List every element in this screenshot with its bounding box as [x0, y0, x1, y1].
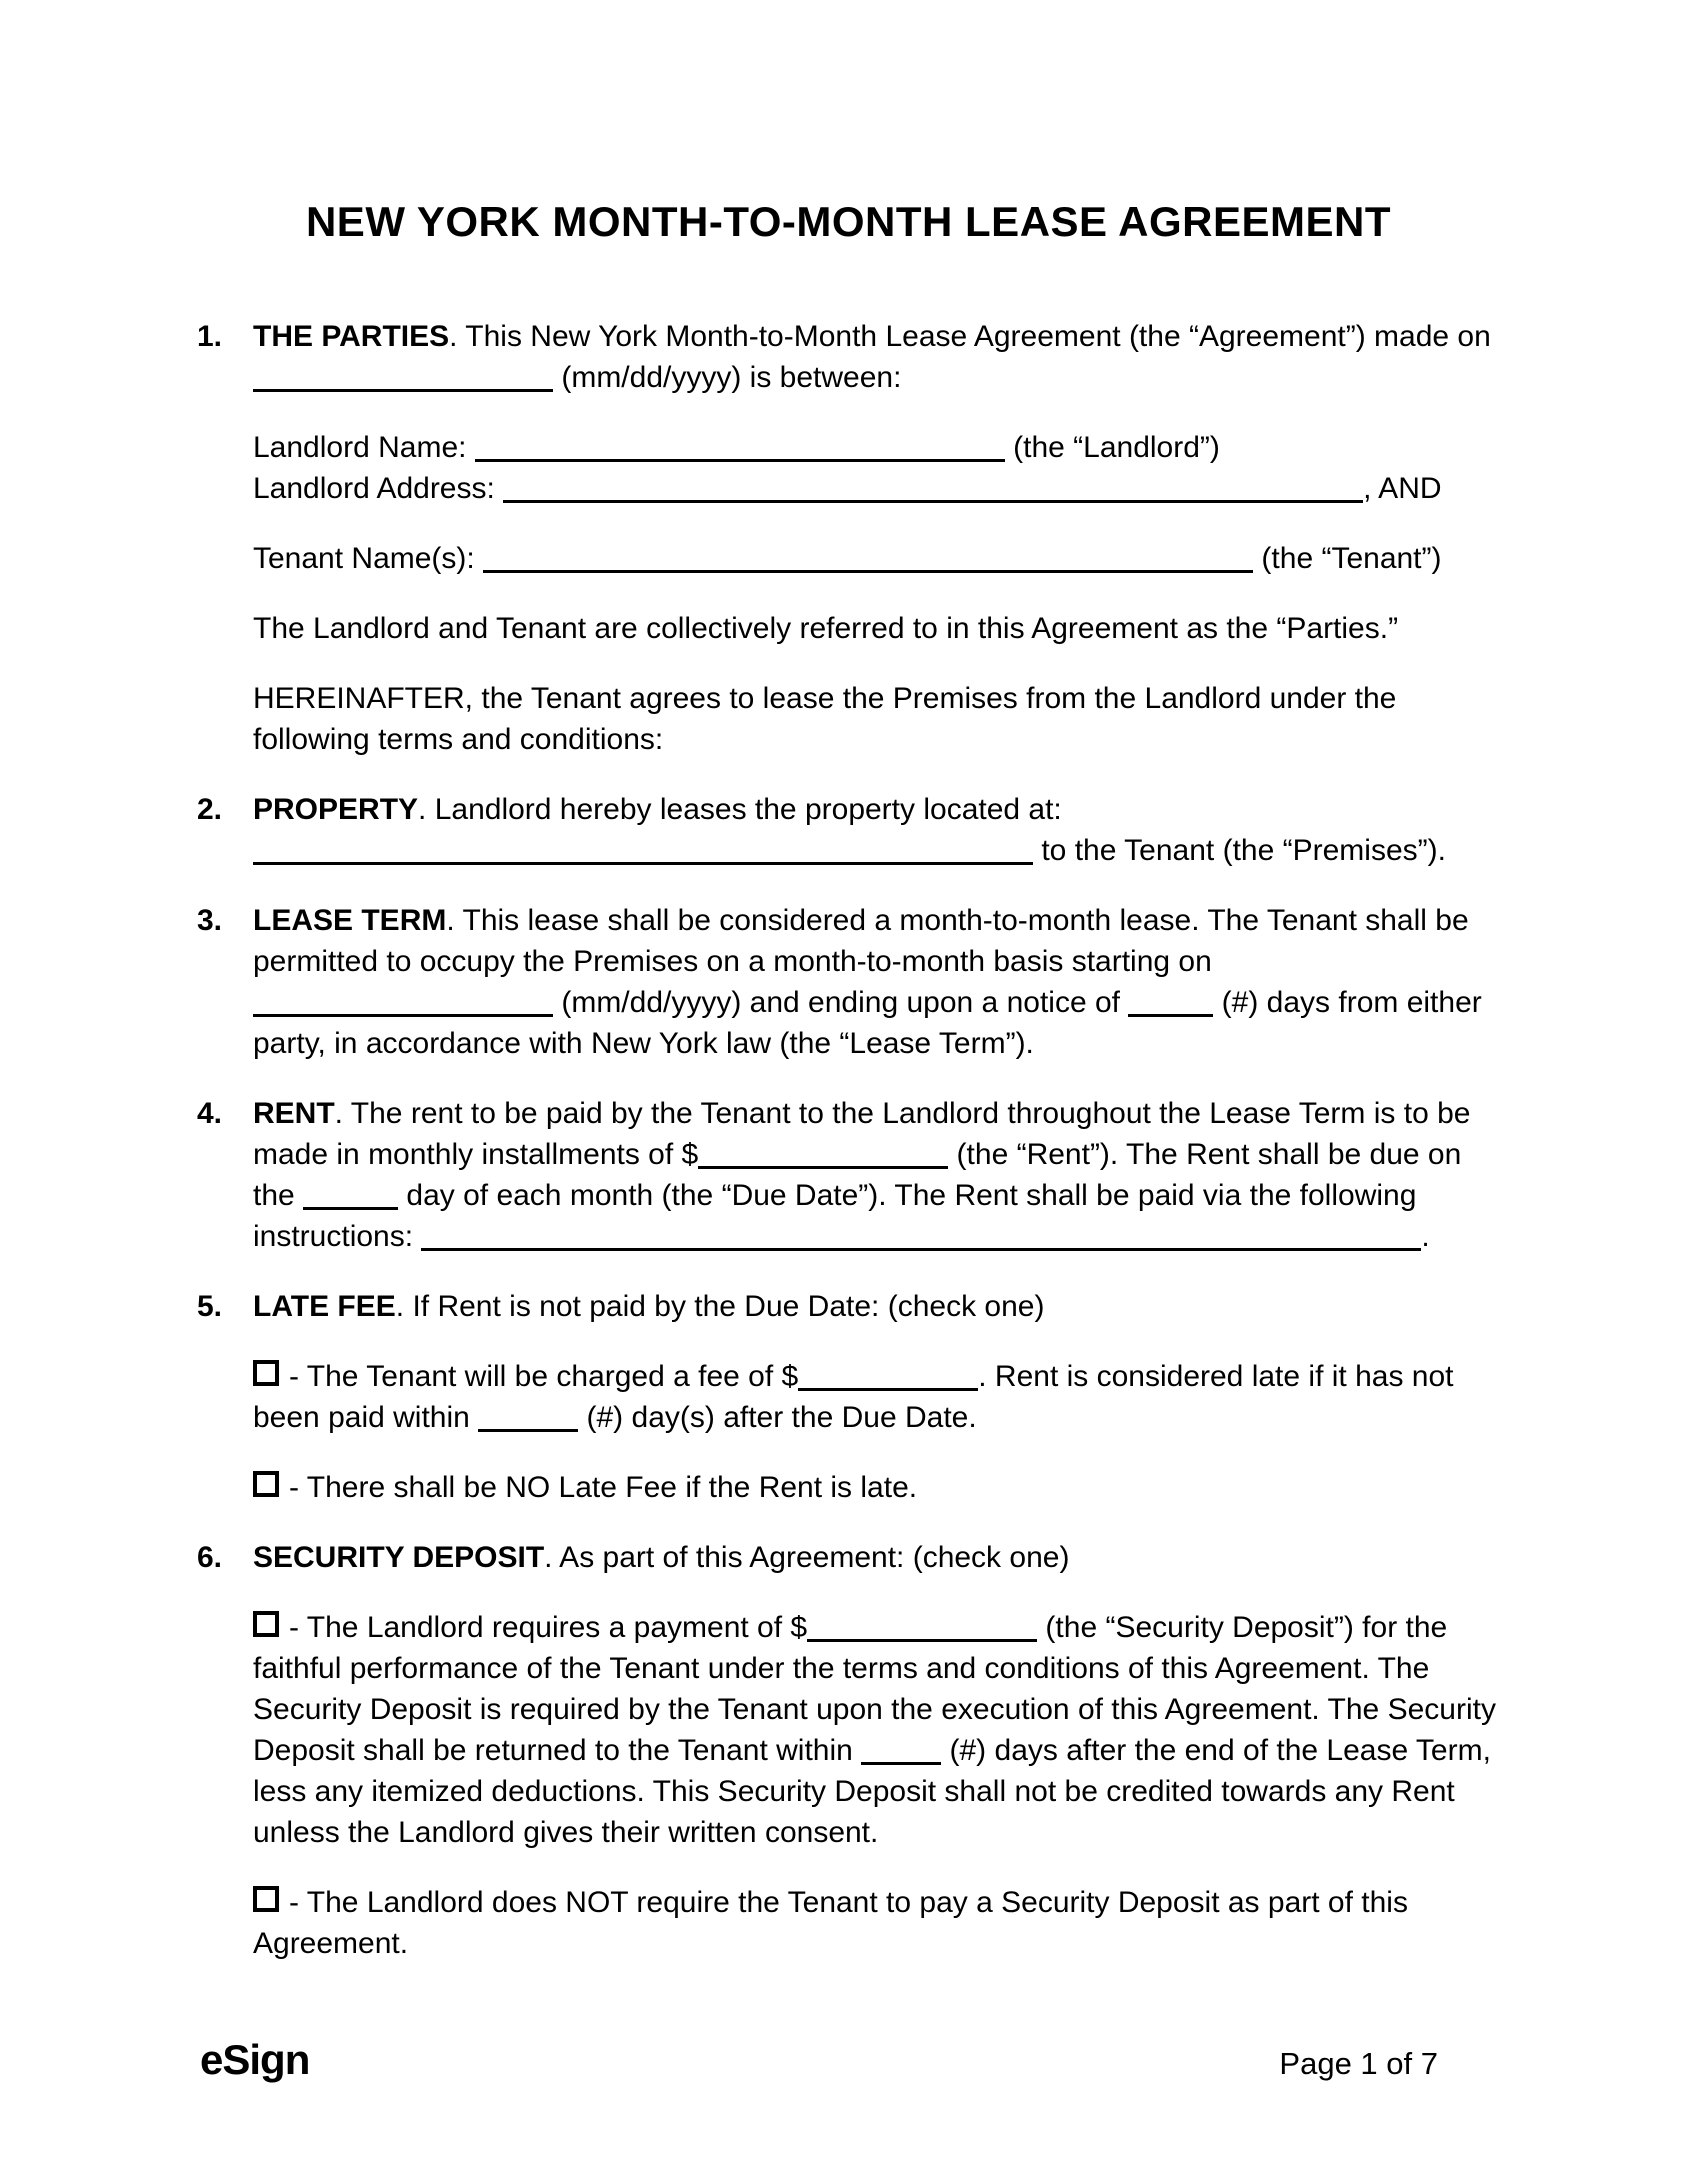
- fill-in-blank[interactable]: [253, 380, 553, 392]
- section-number: 3.: [197, 904, 223, 937]
- paragraph: RENT. The rent to be paid by the Tenant to the Landlord throughout the Lease Term is to be made in monthly installments of $ (the “Rent”). The Rent shall be due on the day of each month (the “Due Date”). The Rent shall be paid via the following instructions: .: [253, 1097, 1471, 1253]
- fill-in-blank[interactable]: [698, 1157, 948, 1169]
- checkbox[interactable]: [253, 1471, 279, 1497]
- section-number: 2.: [197, 793, 223, 826]
- section-paragraphs: [253, 1093, 1500, 1286]
- checkbox[interactable]: [253, 1360, 279, 1386]
- section-lease-term: [197, 900, 1500, 1093]
- esign-logo: eSign: [200, 2036, 310, 2083]
- paragraph: SECURITY DEPOSIT. As part of this Agreement: (check one): [253, 1541, 1070, 1574]
- section-the-parties: [197, 316, 1500, 789]
- checkbox[interactable]: [253, 1886, 279, 1912]
- fill-in-blank[interactable]: [1128, 1005, 1213, 1017]
- paragraph: Tenant Name(s): (the “Tenant”): [253, 542, 1442, 575]
- fill-in-blank[interactable]: [421, 1239, 1421, 1251]
- paragraph: LEASE TERM. This lease shall be considered a month-to-month lease. The Tenant shall be permitted to occupy the Premises on a month-to-month basis starting on (mm/dd/yyyy) and ending upon a notice of (#) days from either party, in accordance with New York law (the “Lease Term”).: [253, 904, 1482, 1060]
- fill-in-blank[interactable]: [807, 1630, 1037, 1642]
- section-paragraphs: [253, 900, 1500, 1093]
- document-body: [197, 316, 1500, 1993]
- section-paragraphs: [253, 1537, 1500, 1993]
- section-security-deposit: [197, 1537, 1500, 1993]
- paragraph: PROPERTY. Landlord hereby leases the property located at: to the Tenant (the “Premises”).: [253, 793, 1446, 867]
- section-heading: LATE FEE: [253, 1290, 396, 1323]
- section-number: 6.: [197, 1541, 223, 1574]
- fill-in-blank[interactable]: [478, 1420, 578, 1432]
- fill-in-blank[interactable]: [483, 561, 1253, 573]
- section-heading: LEASE TERM: [253, 904, 447, 937]
- paragraph: THE PARTIES. This New York Month-to-Month Lease Agreement (the “Agreement”) made on (mm/dd/yyyy) is between:: [253, 320, 1491, 394]
- section-paragraphs: [253, 789, 1500, 900]
- paragraph: HEREINAFTER, the Tenant agrees to lease the Premises from the Landlord under the following terms and conditions:: [253, 682, 1397, 756]
- document-title: NEW YORK MONTH-TO-MONTH LEASE AGREEMENT: [305, 198, 1392, 245]
- section-late-fee: [197, 1286, 1500, 1537]
- section-property: [197, 789, 1500, 900]
- paragraph: - There shall be NO Late Fee if the Rent is late.: [253, 1467, 1500, 1508]
- section-paragraphs: [253, 316, 1500, 789]
- fill-in-blank[interactable]: [303, 1198, 398, 1210]
- checkbox[interactable]: [253, 1611, 279, 1637]
- fill-in-blank[interactable]: [475, 450, 1005, 462]
- paragraph: - The Landlord does NOT require the Tenant to pay a Security Deposit as part of this Agreement.: [253, 1886, 1408, 1960]
- paragraph: LATE FEE. If Rent is not paid by the Due Date: (check one): [253, 1290, 1045, 1323]
- section-number: 5.: [197, 1290, 223, 1323]
- page-footer: [200, 2034, 1438, 2086]
- section-number: 4.: [197, 1097, 223, 1130]
- fill-in-blank[interactable]: [253, 853, 1033, 865]
- fill-in-blank[interactable]: [253, 1005, 553, 1017]
- fill-in-blank[interactable]: [503, 491, 1363, 503]
- paragraph: - The Landlord requires a payment of $ (the “Security Deposit”) for the faithful performance of the Tenant under the terms and conditions of this Agreement. The Security Deposit is required by the Tenant upon the execution of this Agreement. The Security Deposit shall be returned to the Tenant within (#) days after the end of the Lease Term, less any itemized deductions. This Security Deposit shall not be credited towards any Rent unless the Landlord gives their written consent.: [253, 1611, 1496, 1849]
- section-paragraphs: [253, 1286, 1500, 1537]
- section-heading: PROPERTY: [253, 793, 419, 826]
- paragraph: Landlord Name: (the “Landlord”) Landlord Address: , AND: [253, 431, 1442, 505]
- paragraph: - The Tenant will be charged a fee of $ . Rent is considered late if it has not been paid within (#) day(s) after the Due Date.: [253, 1360, 1454, 1434]
- fill-in-blank[interactable]: [861, 1753, 941, 1765]
- paragraph: The Landlord and Tenant are collectively referred to in this Agreement as the “Parties.”: [253, 612, 1399, 645]
- section-heading: SECURITY DEPOSIT: [253, 1541, 545, 1574]
- section-rent: [197, 1093, 1500, 1286]
- fill-in-blank[interactable]: [798, 1379, 978, 1391]
- section-heading: RENT: [253, 1097, 335, 1130]
- section-number: 1.: [197, 320, 223, 353]
- page-number: Page 1 of 7: [1279, 2046, 1438, 2081]
- section-heading: THE PARTIES: [253, 320, 450, 353]
